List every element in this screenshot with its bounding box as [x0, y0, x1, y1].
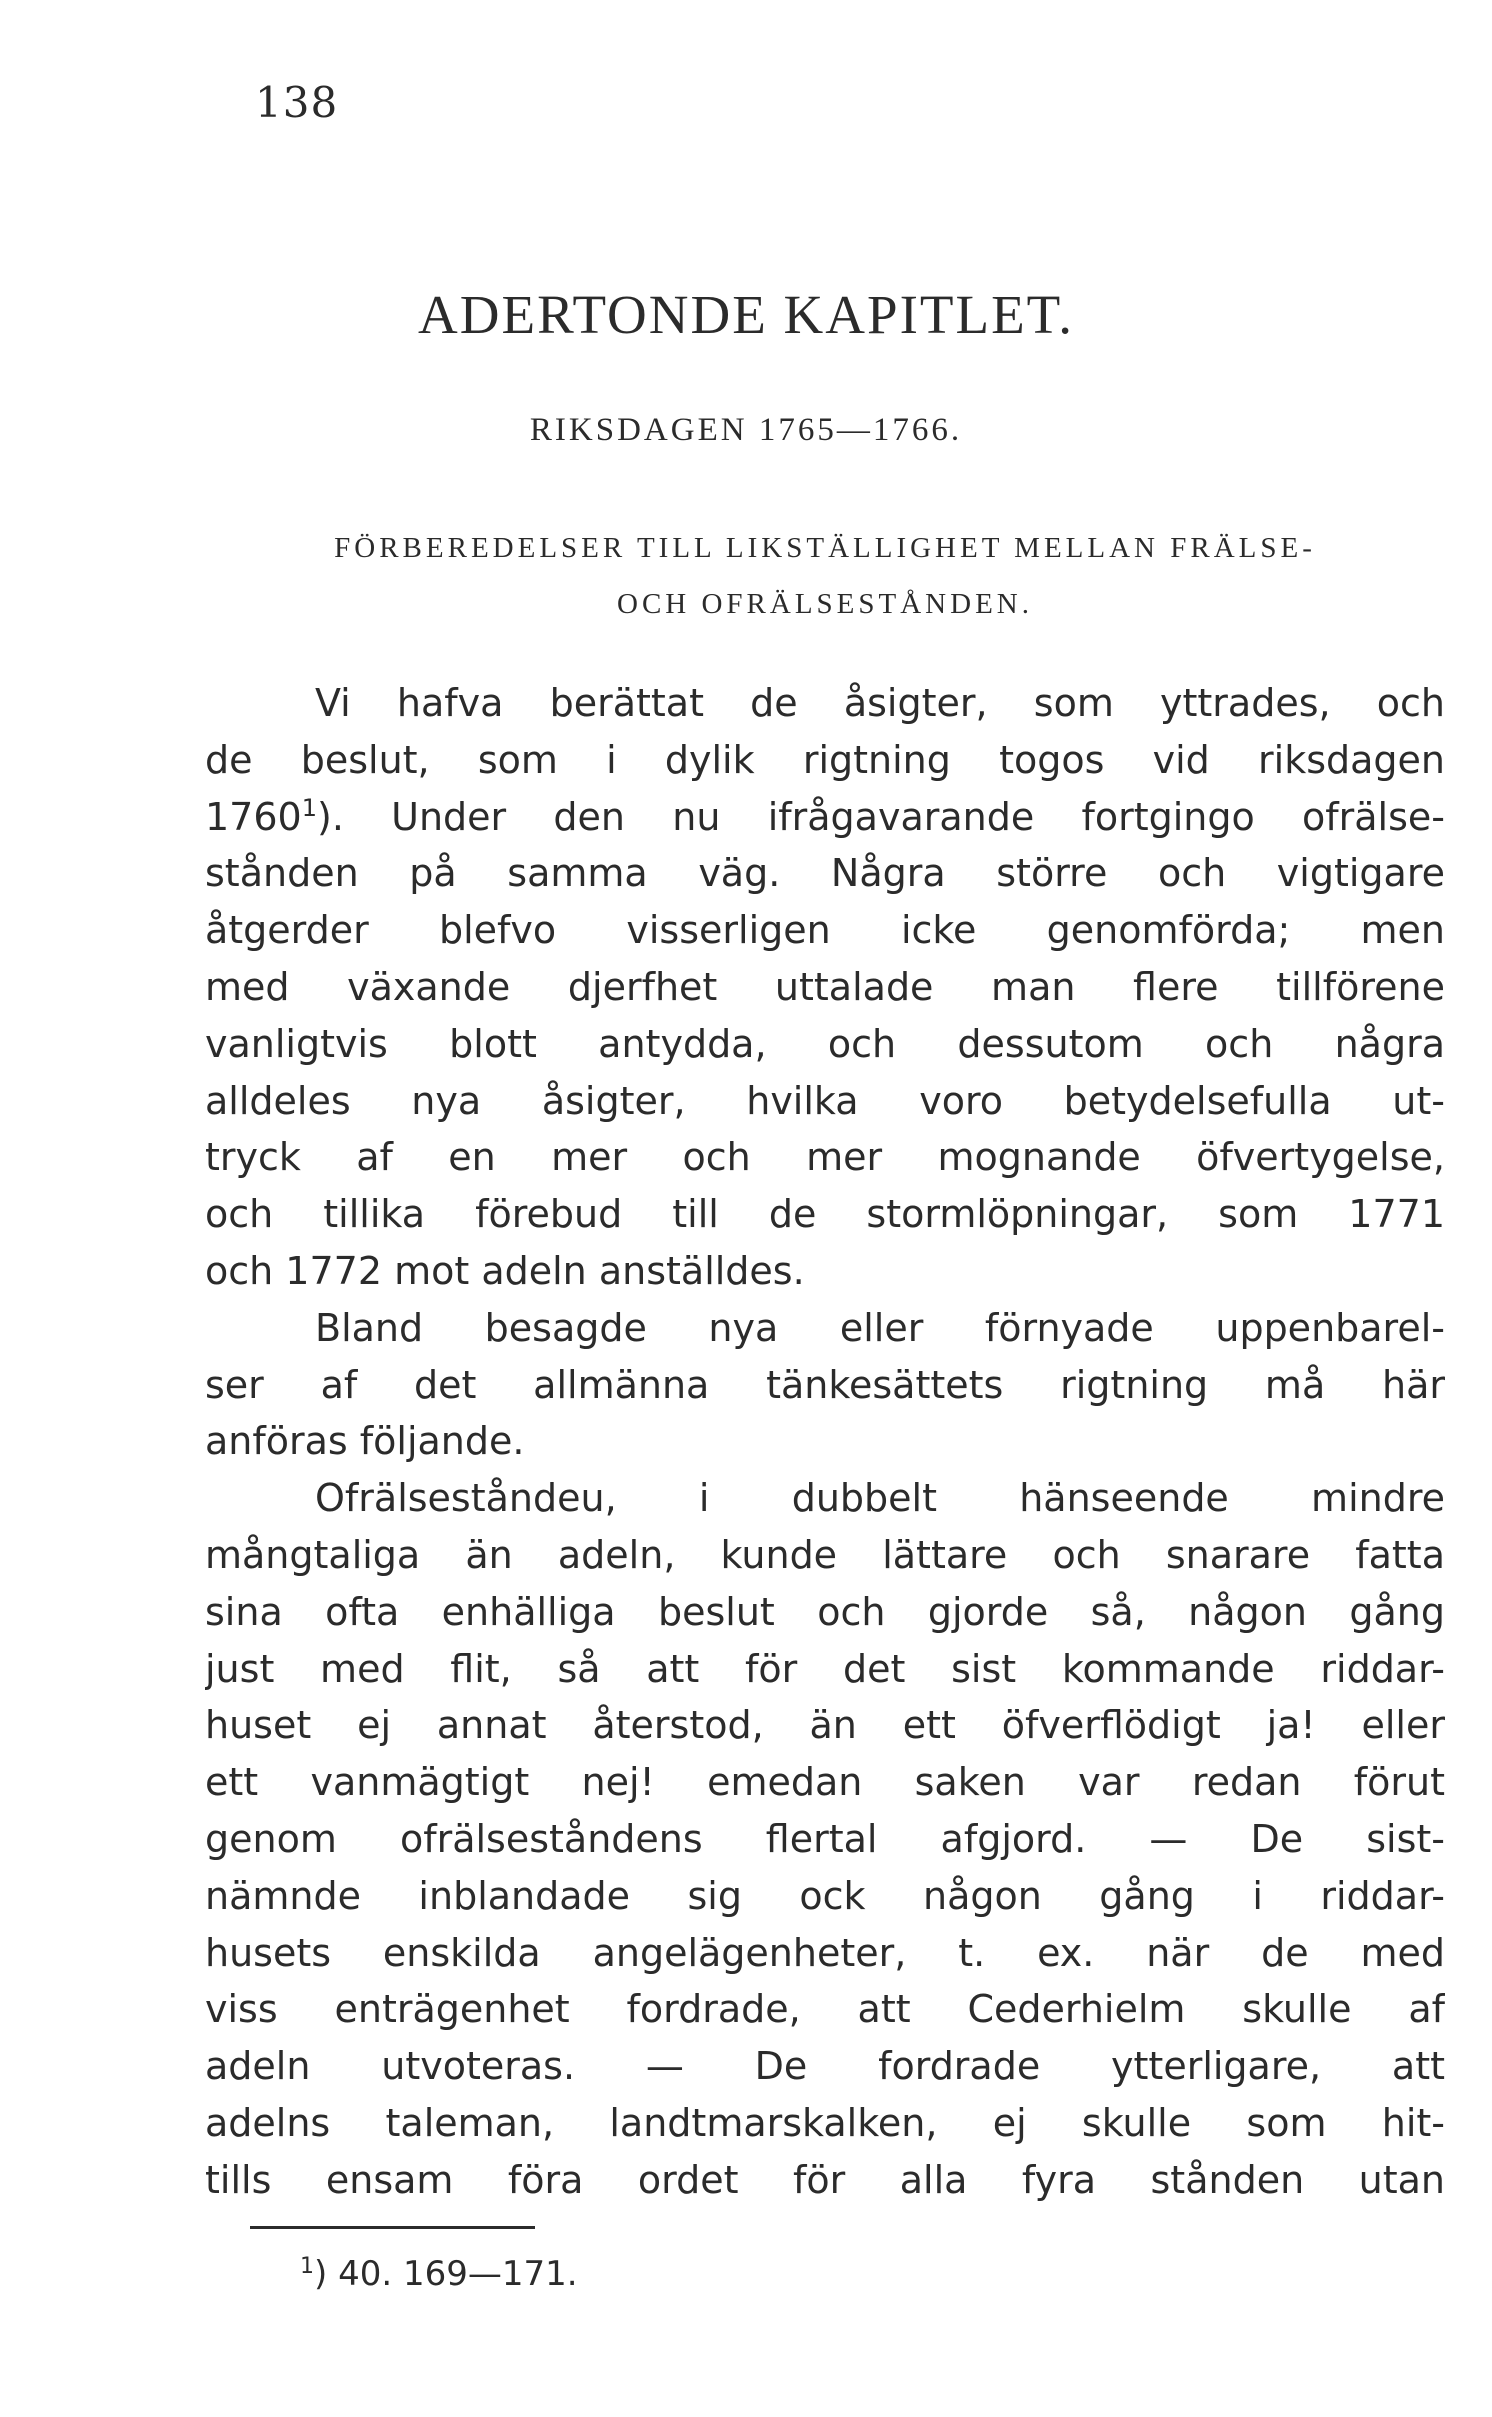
chapter-subtitle: RIKSDAGEN 1765—1766.: [529, 412, 963, 448]
section-heading: [205, 520, 1445, 632]
paragraph-line: genom ofrälseståndens flertal afgjord. — De sist-: [205, 1816, 1445, 1861]
footnote-divider: [250, 2226, 535, 2229]
footnote-marker: 1: [300, 2254, 314, 2279]
paragraph-line: vanligtvis blott antydda, och dessutom och några: [205, 1021, 1445, 1066]
paragraph-line: adeln utvoteras. — De fordrade ytterligare, att: [205, 2044, 1445, 2089]
paragraph-line: Vi hafva berättat de åsigter, som yttrades, och: [315, 681, 1445, 725]
paragraph-line: [205, 789, 1445, 846]
paragraph-line: husets enskilda angelägenheter, t. ex. när de med: [205, 1930, 1445, 1975]
paragraph-line: och tillika förebud till de stormlöpningar, som 1771: [205, 1192, 1445, 1237]
section-heading-line: FÖRBEREDELSER TILL LIKSTÄLLIGHET MELLAN FRÄLSE-: [334, 532, 1316, 564]
chapter-title: ADERTONDE KAPITLET.: [418, 284, 1074, 345]
body-text: [205, 675, 1445, 2209]
paragraph-line: de beslut, som i dylik rigtning togos vid riksdagen: [205, 737, 1445, 782]
footnote-reference: 1: [301, 793, 317, 822]
paragraph-line: åtgerder blefvo visserligen icke genomförda; men: [205, 908, 1445, 953]
paragraph-line-end: ). Under den nu ifrågavarande fortgingo ofrälse-: [317, 794, 1445, 839]
paragraph-line: anföras följande.: [205, 1419, 525, 1464]
footnote-text: ) 40. 169—171.: [314, 2254, 578, 2294]
section-heading-line: OCH OFRÄLSESTÅNDEN.: [617, 588, 1033, 620]
paragraph-line: huset ej annat återstod, än ett öfverflödigt ja! eller: [205, 1703, 1445, 1748]
paragraph-line: Ofrälseståndeu, i dubbelt hänseende mindre: [315, 1476, 1445, 1521]
paragraph-line: viss enträgenhet fordrade, att Cederhielm skulle af: [205, 1987, 1445, 2032]
paragraph-line: med växande djerfhet uttalade man flere tillförene: [205, 964, 1445, 1009]
paragraph-line: tryck af en mer och mer mognande öfvertygelse,: [205, 1135, 1445, 1180]
paragraph-line: alldeles nya åsigter, hvilka voro betydelsefulla ut-: [205, 1078, 1445, 1123]
paragraph-line: just med flit, så att för det sist kommande riddar-: [205, 1646, 1445, 1691]
paragraph-line: tills ensam föra ordet för alla fyra stånden utan: [205, 2157, 1445, 2202]
paragraph-line: stånden på samma väg. Några större och vigtigare: [205, 851, 1445, 896]
paragraph-line: och 1772 mot adeln anställdes.: [205, 1248, 805, 1293]
paragraph-line: ser af det allmänna tänkesättets rigtning må här: [205, 1362, 1445, 1407]
paragraph-line-start: 1760: [205, 794, 302, 839]
paragraph-line: sina ofta enhälliga beslut och gjorde så, någon gång: [205, 1589, 1445, 1634]
paragraph-line: mångtaliga än adeln, kunde lättare och snarare fatta: [205, 1532, 1445, 1577]
paragraph-line: nämnde inblandade sig ock någon gång i riddar-: [205, 1873, 1445, 1918]
footnote: [300, 2254, 578, 2294]
paragraph-line: Bland besagde nya eller förnyade uppenbarel-: [315, 1305, 1445, 1350]
paragraph-line: adelns taleman, landtmarskalken, ej skulle som hit-: [205, 2100, 1445, 2145]
paragraph-line: ett vanmägtigt nej! emedan saken var redan förut: [205, 1760, 1445, 1805]
page-number: 138: [255, 78, 339, 127]
